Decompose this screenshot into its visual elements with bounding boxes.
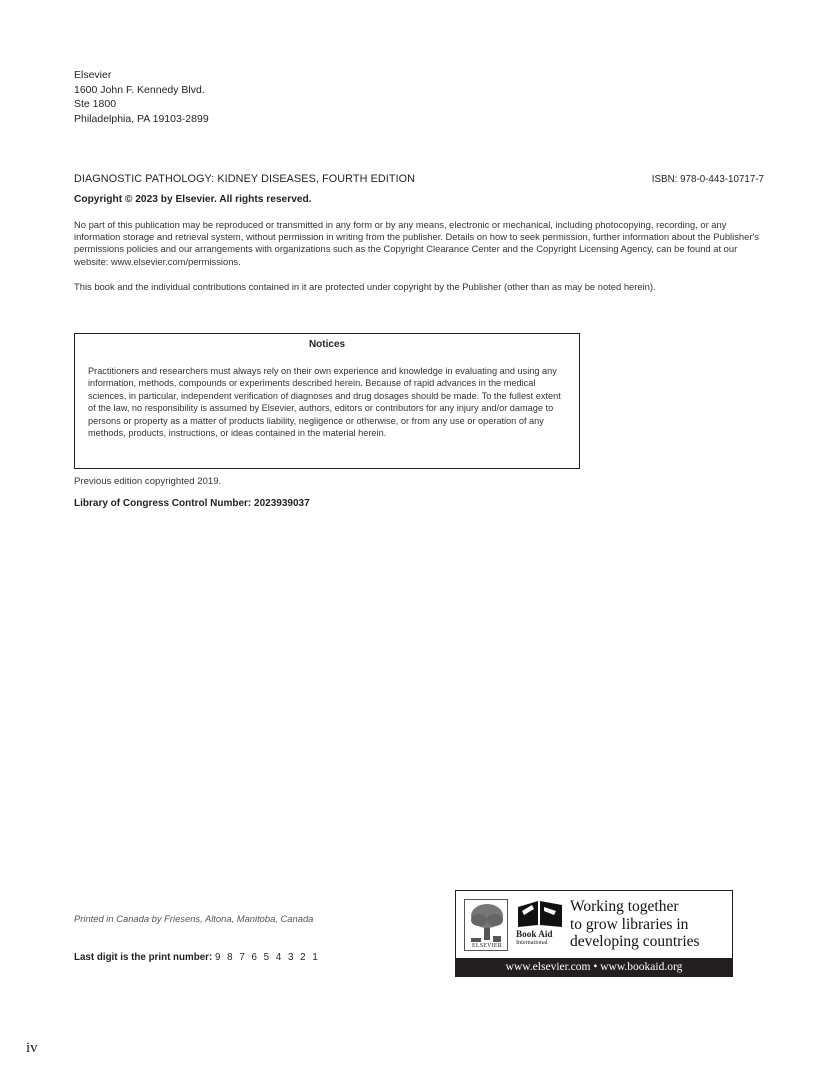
tagline-line: developing countries (570, 933, 700, 950)
printed-in: Printed in Canada by Friesens, Altona, Manitoba, Canada (74, 913, 314, 924)
open-book-icon (516, 899, 564, 929)
book-aid-footer-urls: www.elsevier.com • www.bookaid.org (456, 958, 732, 976)
book-aid-logo-subtext: International (516, 939, 548, 946)
lccn: Library of Congress Control Number: 2023939037 (74, 498, 310, 509)
address-line: Ste 1800 (74, 98, 117, 111)
permissions-paragraph: No part of this publication may be reproduced or transmitted in any form or by any means, electronic or mechanical, including photocopying, recording, or any information storage and retrieval system, without permission in writing from the publisher. Details on how to seek permission, further information about the Publisher's permissions policies and our arrangements with organizations such as the Copyright Clearance Center and the Copyright Licensing Agency, can be found at our website: www.elsevier.com/permissions. (74, 219, 759, 267)
print-number-digits: 9 8 7 6 5 4 3 2 1 (214, 952, 319, 963)
copyright-line: Copyright © 2023 by Elsevier. All rights reserved. (74, 194, 312, 205)
book-aid-logo (516, 899, 562, 955)
banner-logos (464, 899, 564, 955)
protection-paragraph: This book and the individual contributions contained in it are protected under copyright by the Publisher (other than as may be noted herein). (74, 281, 656, 292)
notices-text: Practitioners and researchers must always rely on their own experience and knowledge in evaluating and using any information, methods, compounds or experiments described herein. Because of rapid advances in the medical sciences, in particular, independent verification of diagnoses and drug dosages should be made. To the fullest extent of the law, no responsibility is assumed by Elsevier, authors, editors or contributors for any injury and/or damage to persons or property as a matter of products liability, negligence or otherwise, or from any use or operation of any methods, products, instructions, or ideas contained in the material herein. (88, 366, 561, 439)
elsevier-logo (464, 899, 508, 951)
tagline-line: to grow libraries in (570, 915, 689, 933)
address-line: 1600 John F. Kennedy Blvd. (74, 83, 205, 96)
address-line: Philadelphia, PA 19103-2899 (74, 112, 209, 125)
publisher-address (74, 68, 209, 126)
isbn: ISBN: 978-0-443-10717-7 (651, 174, 764, 185)
notices-box (74, 333, 580, 469)
tagline-line: Working together (570, 898, 679, 915)
elsevier-logo-text: ELSEVIER (472, 943, 502, 949)
elsevier-tree-icon (465, 900, 509, 944)
title-row (74, 173, 764, 185)
address-line: Elsevier (74, 69, 112, 81)
previous-edition: Previous edition copyrighted 2019. (74, 476, 222, 487)
notices-title: Notices (308, 339, 346, 350)
page-number: iv (26, 1040, 38, 1056)
book-aid-logo-text: Book Aid (516, 929, 553, 939)
book-aid-tagline (570, 898, 700, 951)
print-number-line (74, 952, 318, 963)
book-title: DIAGNOSTIC PATHOLOGY: KIDNEY DISEASES, FOURTH EDITION (74, 173, 416, 185)
print-number-label: Last digit is the print number: (74, 952, 213, 963)
book-aid-banner (455, 890, 733, 977)
